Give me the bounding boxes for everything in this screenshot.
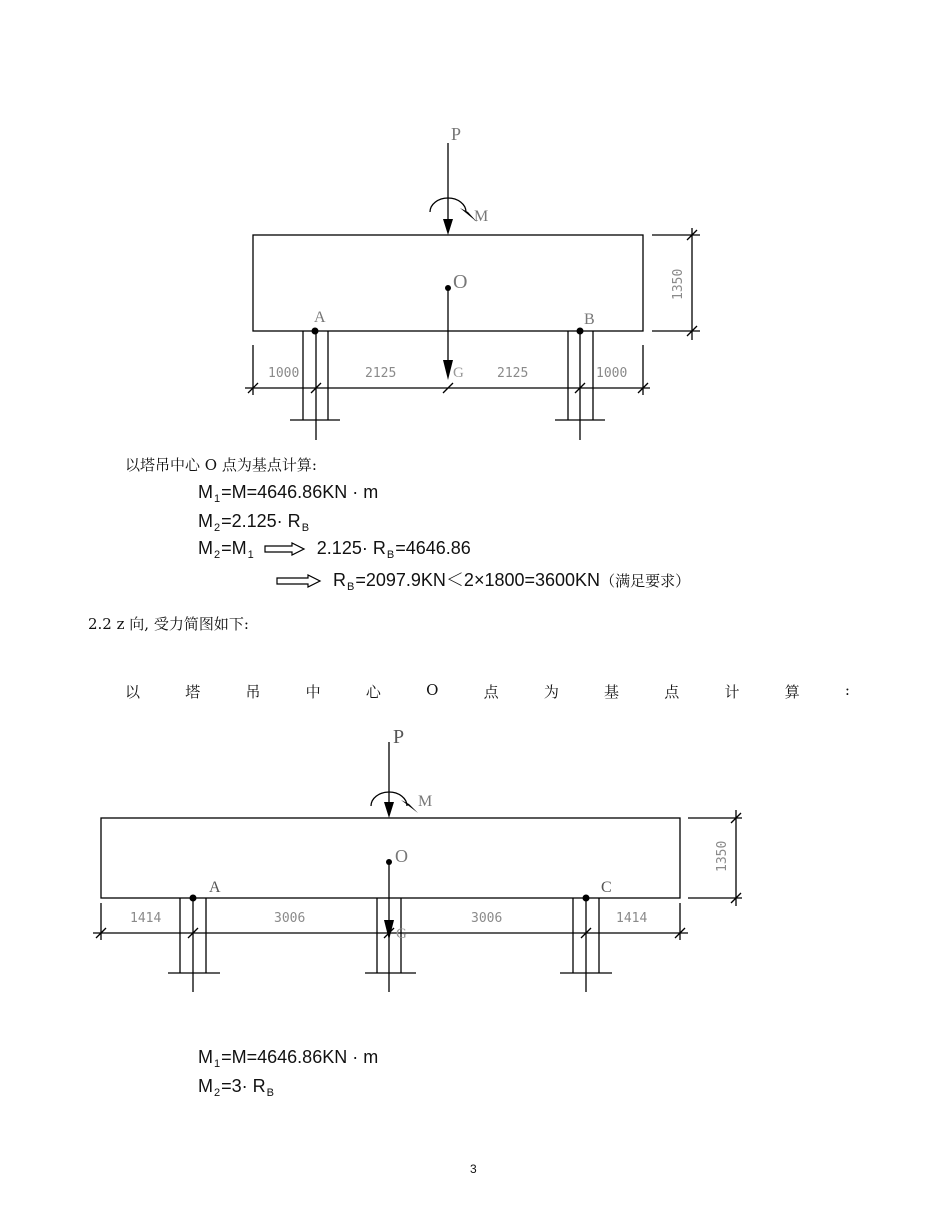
label-p: P bbox=[393, 726, 405, 748]
implies-arrow-icon bbox=[264, 542, 306, 556]
force-diagram-z bbox=[0, 720, 950, 1020]
label-a: A bbox=[209, 879, 221, 896]
equation-rb-result: $R_B=2097.9KN<2\times 1800=3600KN$（满足要求） bbox=[272, 566, 690, 592]
dim-1000-right: 1000 bbox=[596, 366, 628, 381]
dim-2125-right: 2125 bbox=[497, 366, 529, 381]
equation-m2-z: $M_2=3\cdot R_B$ bbox=[198, 1076, 274, 1099]
dim-3006-left: 3006 bbox=[274, 911, 306, 926]
point-a bbox=[190, 895, 197, 902]
equation-m1-z: $M_1=M=4646.86KN \cdot m$ bbox=[198, 1047, 379, 1070]
point-a bbox=[312, 328, 319, 335]
equation-m1: $M_1=M=4646.86KN \cdot m$ bbox=[198, 482, 379, 505]
label-b: B bbox=[584, 311, 595, 328]
label-c: C bbox=[601, 879, 612, 896]
point-o bbox=[386, 859, 392, 865]
intro-text-1: 以塔吊中心 O 点为基点计算: bbox=[125, 456, 317, 474]
point-c bbox=[583, 895, 590, 902]
implies-arrow-icon bbox=[276, 574, 322, 588]
label-m: M bbox=[474, 208, 489, 225]
intro-text-2: 以 塔 吊 中 心 O 点 为 基 点 计 算 : bbox=[125, 681, 850, 701]
dim-3006-right: 3006 bbox=[471, 911, 503, 926]
label-a: A bbox=[314, 309, 326, 326]
label-g: G bbox=[396, 926, 407, 942]
point-b bbox=[577, 328, 584, 335]
dim-1414-right: 1414 bbox=[616, 911, 648, 926]
dim-1414-left: 1414 bbox=[130, 911, 162, 926]
point-o bbox=[445, 285, 451, 291]
dim-1350-height: 1350 bbox=[715, 840, 730, 872]
equation-m2: $M_2=2.125\cdot R_B$ bbox=[198, 511, 310, 534]
label-p: P bbox=[451, 124, 462, 144]
force-diagram-x bbox=[0, 0, 950, 460]
dim-1000-left: 1000 bbox=[268, 366, 300, 381]
dim-2125-left: 2125 bbox=[365, 366, 397, 381]
page-number: 3 bbox=[470, 1162, 477, 1176]
label-g: G bbox=[453, 365, 464, 381]
section-heading-2-2: 2.2 z 向, 受力简图如下: bbox=[88, 615, 249, 633]
equation-m2-equals-m1: $M_2=M_1$ $2.125\cdot R_B=4646.86$ bbox=[198, 538, 471, 561]
foundation-block bbox=[101, 818, 680, 898]
label-o: O bbox=[453, 271, 468, 293]
label-o: O bbox=[395, 846, 408, 866]
label-m: M bbox=[418, 793, 433, 810]
dim-1350-height: 1350 bbox=[671, 268, 686, 300]
